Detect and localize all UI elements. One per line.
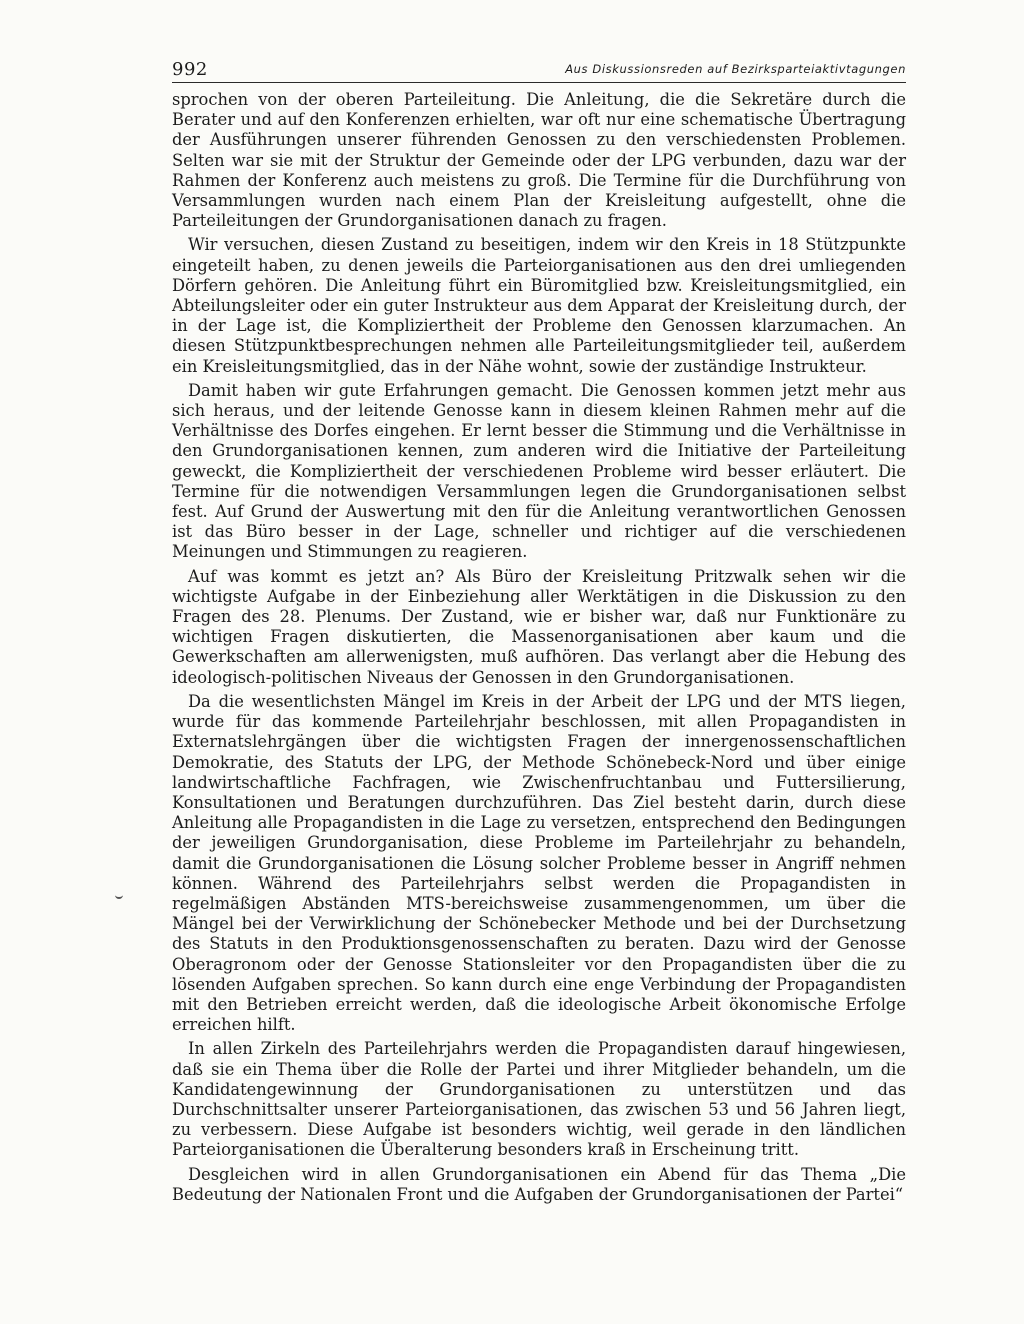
paragraph: sprochen von der oberen Parteileitung. Die Anleitung, die die Sekretäre durch die Berater und auf den Konferenzen erhielten, war oft nur eine schematische Übertragung der Ausführungen unserer führenden Genossen zu den verschiedensten Problemen. Selten war sie mit der Struktur der Gemeinde oder der LPG verbunden, dazu war der Rahmen der Konferenz auch meistens zu groß. Die Termine für die Durchführung von Versammlungen wurden nach einem Plan der Kreisleitung aufgestellt, ohne die Parteileitungen der Grundorganisationen danach zu fragen. [172, 90, 906, 231]
paragraph: Damit haben wir gute Erfahrungen gemacht. Die Genossen kommen jetzt mehr aus sich heraus, und der leitende Genosse kann in diesem kleinen Rahmen mehr auf die Verhältnisse des Dorfes eingehen. Er lernt besser die Stimmung und die Verhältnisse in den Grundorganisationen kennen, zum anderen wird die Initiative der Parteileitung geweckt, die Kompliziertheit der verschiedenen Probleme wird besser erläutert. Die Termine für die notwendigen Versammlungen legen die Grundorganisationen selbst fest. Auf Grund der Auswertung mit den für die Anleitung verantwortlichen Genossen ist das Büro besser in der Lage, schneller und richtiger auf die verschiedenen Meinungen und Stimmungen zu reagieren. [172, 380, 906, 562]
paragraph: Desgleichen wird in allen Grundorganisationen ein Abend für das Thema „Die Bedeutung der Nationalen Front und die Aufgaben der Grundorganisationen der Partei“ [172, 1164, 906, 1204]
paragraph: In allen Zirkeln des Parteilehrjahrs werden die Propagandisten darauf hingewiesen, daß sie ein Thema über die Rolle der Partei und ihrer Mitglieder behandeln, um die Kandidatengewinnung der Grundorganisationen zu unterstützen und das Durchschnittsalter unserer Parteiorganisationen, das zwischen 53 und 56 Jahren liegt, zu verbessern. Diese Aufgabe ist besonders wichtig, weil gerade in den ländlichen Parteiorganisationen die Überalterung besonders kraß in Erscheinung tritt. [172, 1039, 906, 1160]
paragraph: Da die wesentlichsten Mängel im Kreis in der Arbeit der LPG und der MTS liegen, wurde für das kommende Parteilehrjahr beschlossen, mit allen Propagandisten in Externatslehrgängen über die wichtigsten Fragen der innergenossenschaftlichen Demokratie, des Statuts der LPG, der Methode Schönebeck-Nord und über einige landwirtschaftliche Fachfragen, wie Zwischenfruchtanbau und Futtersilierung, Konsultationen und Beratungen durchzuführen. Das Ziel besteht darin, durch diese Anleitung alle Propagandisten in die Lage zu versetzen, entsprechend den Bedingungen der jeweiligen Grundorganisation, diese Probleme im Parteilehrjahr zu behandeln, damit die Grundorganisationen die Lösung solcher Probleme besser in Angriff nehmen können. Während des Parteilehrjahrs selbst werden die Propagandisten in regelmäßigen Abständen MTS-bereichsweise zusammengenommen, um über die Mängel bei der Verwirklichung der Schönebecker Methode und bei der Durchsetzung des Statuts in den Produktionsgenossenschaften zu beraten. Dazu wird der Genosse Oberagronom oder der Genosse Stationsleiter vor den Propagandisten über die zu lösenden Aufgaben sprechen. So kann durch eine enge Verbindung der Propagandisten mit den Betrieben erreicht werden, daß die ideologische Arbeit ökonomische Erfolge erreichen hilft. [172, 691, 906, 1035]
paragraph: Wir versuchen, diesen Zustand zu beseitigen, indem wir den Kreis in 18 Stützpunkte eingeteilt haben, zu denen jeweils die Parteiorganisationen aus den drei umliegenden Dörfern gehören. Die Anleitung führt ein Büromitglied bzw. Kreisleitungsmitglied, ein Abteilungsleiter oder ein guter Instrukteur aus dem Apparat der Kreisleitung durch, der in der Lage ist, die Kompliziertheit der Probleme den Genossen klarzumachen. An diesen Stützpunktbesprechungen nehmen alle Parteileitungsmitglieder teil, außerdem ein Kreisleitungsmitglied, das in der Nähe wohnt, sowie der zuständige Instrukteur. [172, 235, 906, 376]
paragraph: Auf was kommt es jetzt an? Als Büro der Kreisleitung Pritzwalk sehen wir die wichtigste Aufgabe in der Einbeziehung aller Werktätigen in die Diskussion zu den Fragen des 28. Plenums. Der Zustand, wie er bisher war, daß nur Funktionäre zu wichtigen Fragen diskutierten, die Massenorganisationen aber kaum und die Gewerkschaften am allerwenigsten, muß aufhören. Das verlangt aber die Hebung des ideologisch-politischen Niveaus der Genossen in den Grundorganisationen. [172, 566, 906, 687]
running-title: Aus Diskussionsreden auf Bezirksparteiaktivtagungen [565, 62, 906, 76]
page-header [172, 56, 906, 83]
body-text [172, 90, 906, 1205]
margin-mark [115, 893, 123, 899]
book-page [172, 56, 906, 1209]
page-number: 992 [172, 59, 208, 80]
